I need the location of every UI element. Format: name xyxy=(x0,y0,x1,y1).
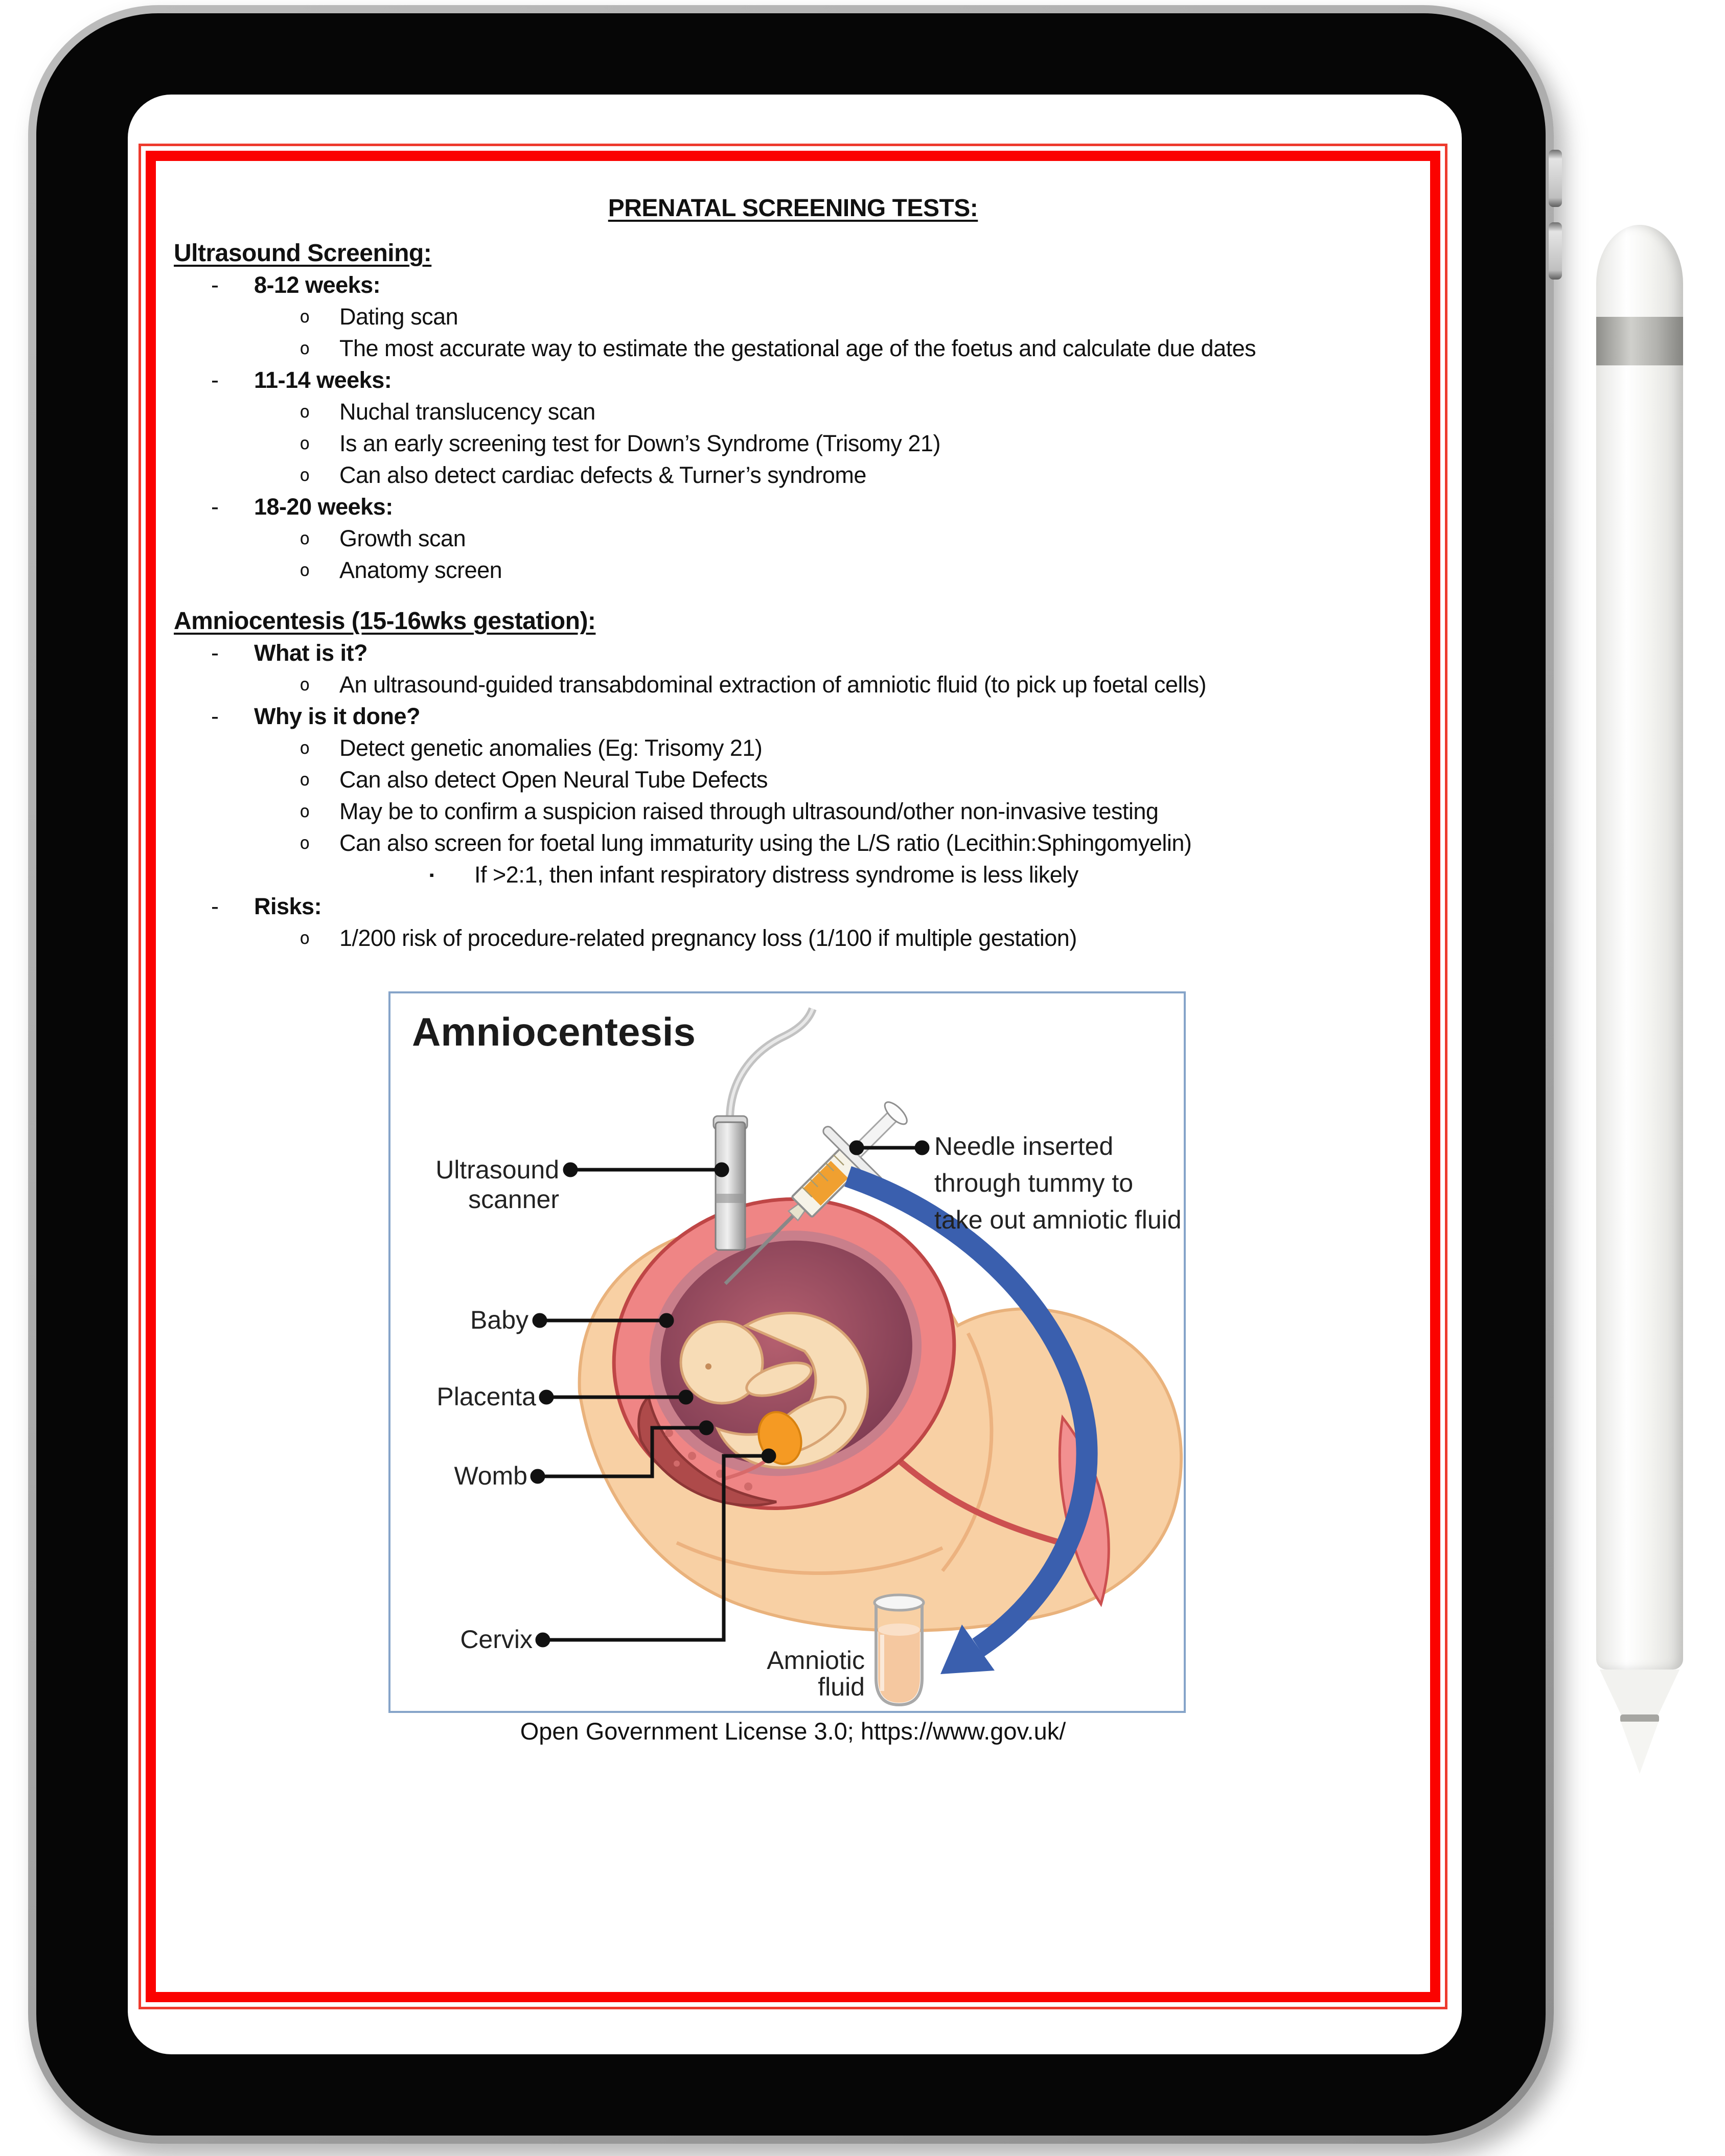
doc-line-text: What is it? xyxy=(254,640,367,666)
doc-line xyxy=(156,922,1430,954)
apple-pencil xyxy=(1596,225,1683,1776)
doc-line xyxy=(156,891,1430,922)
doc-line-text: An ultrasound-guided transabdominal extraction of amniotic fluid (to pick up foetal cells) xyxy=(339,671,1206,698)
bullet-icon: o xyxy=(300,738,310,758)
doc-line-text: If >2:1, then infant respiratory distress syndrome is less likely xyxy=(474,862,1078,888)
doc-line-text: Can also detect cardiac defects & Turner’s syndrome xyxy=(339,462,866,488)
doc-line xyxy=(156,859,1430,891)
doc-line xyxy=(156,301,1430,333)
bullet-icon: - xyxy=(211,494,219,520)
pencil-ring xyxy=(1620,1714,1659,1723)
doc-line xyxy=(156,732,1430,764)
doc-line xyxy=(156,428,1430,459)
label-placenta: Placenta xyxy=(436,1382,536,1411)
section-heading: Amniocentesis (15-16wks gestation): xyxy=(174,608,596,635)
volume-down-button xyxy=(1549,222,1562,280)
bullet-icon: o xyxy=(300,560,310,581)
doc-line-text: Anatomy screen xyxy=(339,557,502,583)
doc-line-text: 11-14 weeks: xyxy=(254,367,392,393)
doc-line xyxy=(156,396,1430,428)
doc-line xyxy=(156,796,1430,827)
amniocentesis-diagram xyxy=(390,993,1184,1711)
doc-line xyxy=(156,701,1430,732)
doc-line xyxy=(156,523,1430,554)
doc-line-text: Can also detect Open Neural Tube Defects xyxy=(339,767,768,793)
doc-line-text: Dating scan xyxy=(339,304,458,330)
bullet-icon: - xyxy=(211,703,219,729)
document-lines xyxy=(156,193,1430,954)
doc-line xyxy=(156,764,1430,796)
bullet-icon: - xyxy=(211,893,219,919)
doc-line-text: Why is it done? xyxy=(254,703,420,729)
bullet-icon: o xyxy=(300,465,310,485)
spacer xyxy=(156,224,1430,238)
bullet-icon: o xyxy=(300,928,310,948)
bullet-icon: o xyxy=(300,770,310,790)
figure-caption: Open Government License 3.0; https://www.gov.uk/ xyxy=(520,1718,1066,1745)
label-amniotic-fluid: fluid xyxy=(818,1673,865,1701)
doc-line-text: Risks: xyxy=(254,893,322,919)
doc-line xyxy=(156,333,1430,364)
doc-line-text: 8-12 weeks: xyxy=(254,272,381,298)
bullet-icon: o xyxy=(300,801,310,822)
doc-line xyxy=(156,269,1430,301)
doc-line-text: 18-20 weeks: xyxy=(254,494,393,520)
bullet-icon: o xyxy=(300,433,310,454)
bullet-icon: - xyxy=(211,272,219,298)
document-page xyxy=(146,151,1440,2002)
volume-up-button xyxy=(1549,150,1562,207)
section-heading: Ultrasound Screening: xyxy=(174,240,432,267)
doc-line-text: Detect genetic anomalies (Eg: Trisomy 21) xyxy=(339,735,763,761)
doc-line xyxy=(156,669,1430,701)
label-needle-note: take out amniotic fluid xyxy=(934,1205,1182,1234)
bullet-icon: - xyxy=(211,640,219,666)
label-ultrasound-scanner: scanner xyxy=(468,1185,559,1214)
label-needle-note: Needle inserted xyxy=(934,1132,1114,1161)
label-ultrasound-scanner: Ultrasound xyxy=(435,1155,559,1184)
doc-line xyxy=(156,459,1430,491)
doc-line xyxy=(156,554,1430,586)
doc-line-text: Is an early screening test for Down’s Syndrome (Trisomy 21) xyxy=(339,430,940,456)
label-baby: Baby xyxy=(470,1306,528,1334)
doc-line-text: 1/200 risk of procedure-related pregnancy loss (1/100 if multiple gestation) xyxy=(339,925,1077,951)
label-womb: Womb xyxy=(454,1462,527,1490)
bullet-icon: ▪ xyxy=(429,867,434,883)
spacer xyxy=(156,586,1430,606)
page-title: PRENATAL SCREENING TESTS: xyxy=(608,195,978,222)
bullet-icon: o xyxy=(300,833,310,853)
doc-line-text: Can also screen for foetal lung immaturity using the L/S ratio (Lecithin:Sphingomyelin) xyxy=(339,830,1192,856)
bullet-icon: o xyxy=(300,528,310,549)
pencil-tip-icon xyxy=(1621,1722,1659,1774)
pencil-band xyxy=(1596,317,1683,365)
bullet-icon: o xyxy=(300,402,310,422)
doc-line-text: Nuchal translucency scan xyxy=(339,399,595,425)
bullet-icon: o xyxy=(300,307,310,327)
figure-title: Amniocentesis xyxy=(412,1009,696,1054)
bullet-icon: o xyxy=(300,675,310,695)
doc-line xyxy=(156,827,1430,859)
bullet-icon: o xyxy=(300,338,310,359)
pencil-body xyxy=(1596,225,1683,1670)
doc-line-text: The most accurate way to estimate the gestational age of the foetus and calculate due dates xyxy=(339,335,1256,361)
bullet-icon: - xyxy=(211,367,219,393)
label-needle-note: through tummy to xyxy=(934,1169,1134,1197)
doc-line xyxy=(156,491,1430,523)
label-cervix: Cervix xyxy=(460,1625,533,1654)
doc-line-text: May be to confirm a suspicion raised through ultrasound/other non-invasive testing xyxy=(339,798,1159,824)
doc-line-text: Growth scan xyxy=(339,525,466,551)
doc-line xyxy=(156,364,1430,396)
amniocentesis-figure xyxy=(388,991,1186,1713)
label-amniotic-fluid: Amniotic xyxy=(767,1646,865,1675)
pencil-cone xyxy=(1596,1670,1683,1715)
document-content xyxy=(156,161,1430,1992)
doc-line xyxy=(156,637,1430,669)
